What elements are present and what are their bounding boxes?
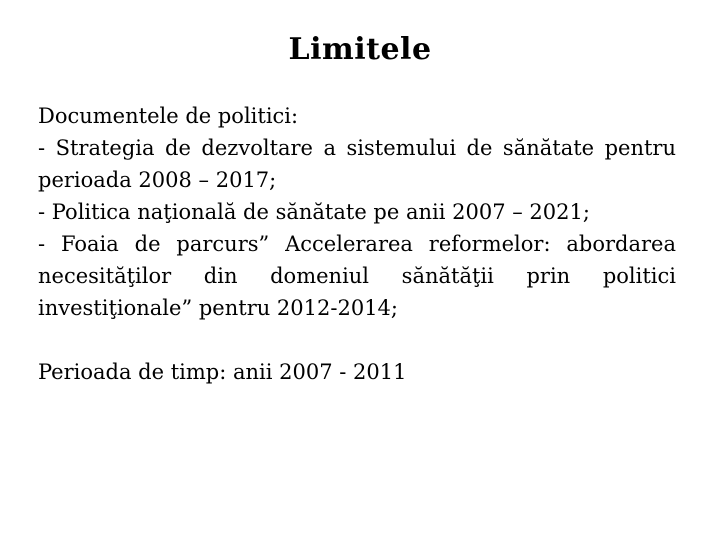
spacer xyxy=(38,324,676,356)
list-item-roadmap: - Foaia de parcurs” Accelerarea reformelor: abordarea necesităţilor din domeniul sănătăţii prin politici investiţionale” pentru 2012-2014; xyxy=(38,232,676,320)
list-item-strategy: - Strategia de dezvoltare a sistemului de sănătate pentru perioada 2008 – 2017; xyxy=(38,136,676,192)
list-item-national-policy: - Politica naţională de sănătate pe anii 2007 – 2021; xyxy=(38,200,590,224)
intro-text: Documentele de politici: xyxy=(38,104,299,128)
slide-title: Limitele xyxy=(288,32,432,67)
slide-body xyxy=(38,100,676,388)
period-text: Perioada de timp: anii 2007 - 2011 xyxy=(38,360,407,384)
